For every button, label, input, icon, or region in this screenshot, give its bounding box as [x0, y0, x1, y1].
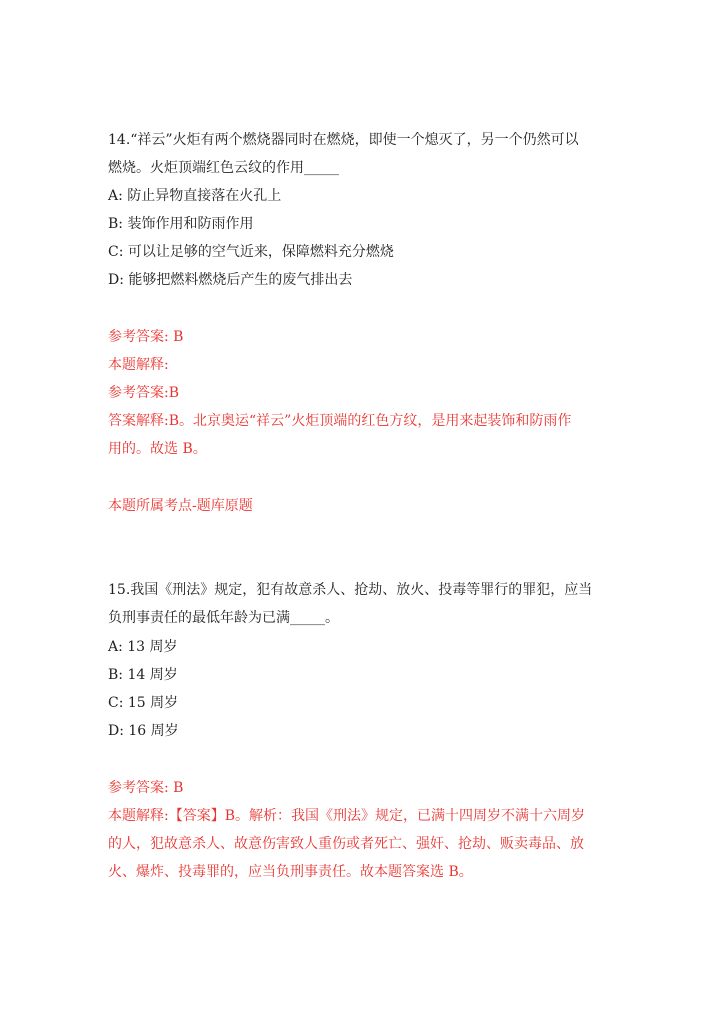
q14-stem-line2: 燃烧。火炬顶端红色云纹的作用_____ — [108, 160, 339, 176]
q14-explain-line1: 答案解释:B。北京奥运“祥云”火炬顶端的红色方纹，是用来起装饰和防雨作 — [108, 413, 572, 429]
q15-answer: 参考答案: B — [108, 780, 184, 796]
q15-explain-line1: 本题解释:【答案】B。解析：我国《刑法》规定，已满十四周岁不满十六周岁 — [108, 808, 586, 824]
q14-explain-label: 本题解释: — [108, 357, 169, 373]
q14-option-c: C: 可以让足够的空气近来，保障燃料充分燃烧 — [108, 244, 394, 260]
q14-option-d: D: 能够把燃料燃烧后产生的废气排出去 — [108, 272, 353, 288]
q14-explain-line2: 用的。故选 B。 — [108, 441, 207, 457]
q15-stem-line1: 15.我国《刑法》规定，犯有故意杀人、抢劫、放火、投毒等罪行的罪犯，应当 — [108, 582, 593, 598]
q14-topic: 本题所属考点-题库原题 — [108, 498, 253, 514]
q14-stem-line1: 14.“祥云”火炬有两个燃烧器同时在燃烧，即使一个熄灭了，另一个仍然可以 — [108, 132, 579, 148]
q14-option-a: A: 防止异物直接落在火孔上 — [108, 188, 282, 204]
q14-option-b: B: 装饰作用和防雨作用 — [108, 216, 254, 232]
q15-stem-line2: 负刑事责任的最低年龄为已满_____。 — [108, 610, 339, 626]
q14-answer-repeat: 参考答案:B — [108, 385, 180, 401]
q15-explain-line3: 火、爆炸、投毒罪的，应当负刑事责任。故本题答案选 B。 — [108, 864, 473, 880]
q15-option-a: A: 13 周岁 — [108, 639, 178, 655]
q15-option-c: C: 15 周岁 — [108, 695, 179, 711]
q15-option-d: D: 16 周岁 — [108, 723, 179, 739]
q14-answer: 参考答案: B — [108, 329, 184, 345]
q15-option-b: B: 14 周岁 — [108, 667, 178, 683]
q15-explain-line2: 的人，犯故意杀人、故意伤害致人重伤或者死亡、强奸、抢劫、贩卖毒品、放 — [108, 836, 584, 852]
